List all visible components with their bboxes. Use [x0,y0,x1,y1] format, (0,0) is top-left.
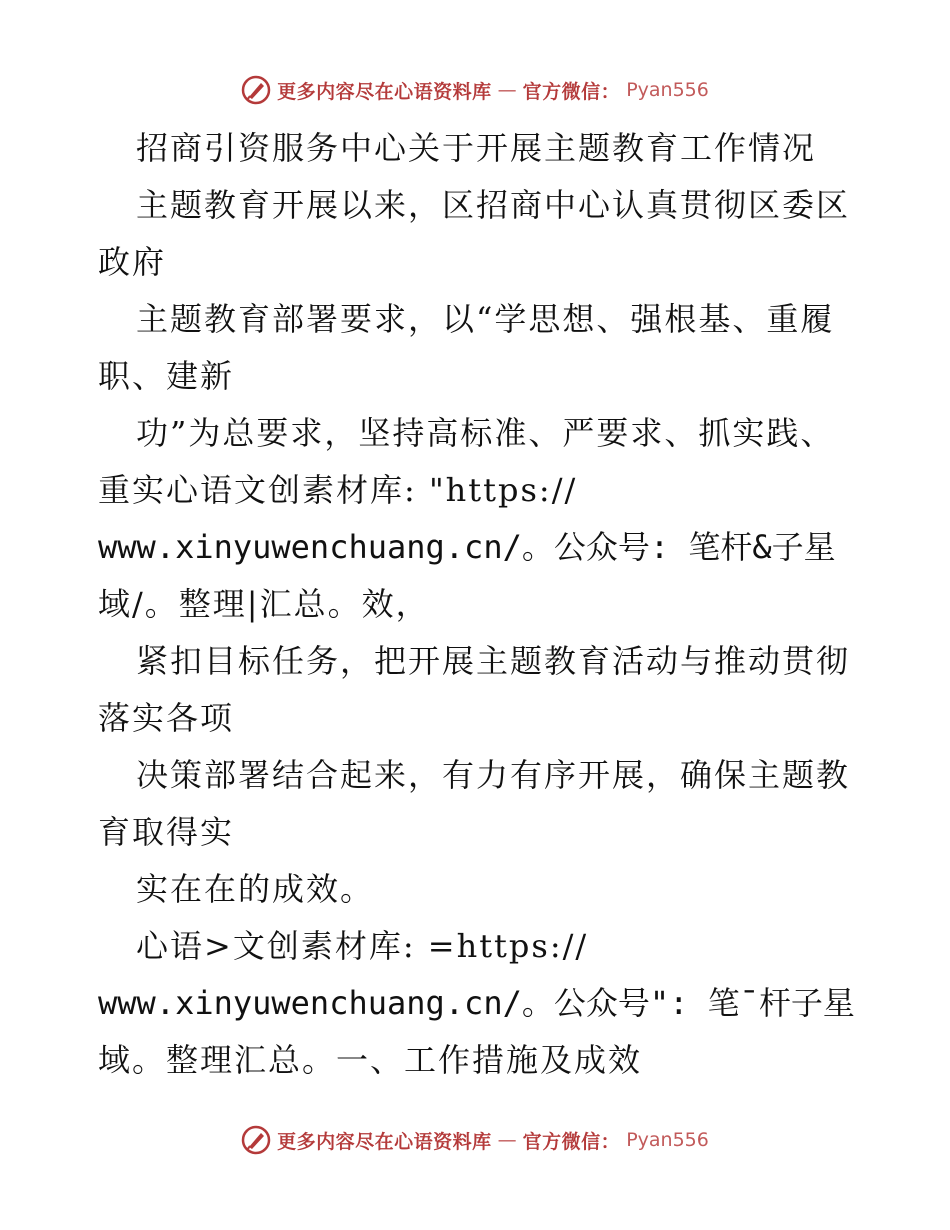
banner-main-text: 更多内容尽在心语资料库 [277,1130,492,1153]
quill-logo-icon [241,1125,271,1155]
paragraph-line: 主题教育开展以来，区招商中心认真贯彻区委区 [136,186,851,224]
paragraph-line: 心语>文创素材库: =https:// [136,927,589,965]
banner-wechat-label: 官方微信： [522,1130,621,1153]
paragraph-line: 功”为总要求，坚持高标准、严要求、抓实践、 [136,414,835,452]
paragraph-line: 紧扣目标任务，把开展主题教育活动与推动贯彻 [136,642,851,680]
banner-dash: — [497,79,517,101]
paragraph-line: www.xinyuwenchuang.cn/。公众号: 笔杆&子星 [98,528,836,566]
paragraph-line: 决策部署结合起来，有力有序开展，确保主题教 [136,756,851,794]
document-body [98,120,858,1089]
paragraph-line: 域/。整理|汇总。效， [98,585,430,623]
banner-wechat-label: 官方微信： [522,80,621,103]
paragraph-line: 实在在的成效。 [136,870,375,908]
paragraph-line: 落实各项 [98,699,235,737]
paragraph-line: 主题教育部署要求，以“学思想、强根基、重履 [136,300,835,338]
paragraph-line: 政府 [98,243,167,281]
banner-wechat-id: Pyan556 [626,79,709,101]
footer-banner [0,1122,950,1158]
banner-main-text: 更多内容尽在心语资料库 [277,80,492,103]
section-heading: 域。整理汇总。一、工作措施及成效 [98,1041,643,1079]
paragraph-line: 育取得实 [98,813,235,851]
banner-wechat-id: Pyan556 [626,1129,709,1151]
document-title: 招商引资服务中心关于开展主题教育工作情况 [136,129,817,167]
quill-logo-icon [241,75,271,105]
header-banner [0,72,950,108]
paragraph-line: 重实心语文创素材库: "https:// [98,471,578,509]
banner-dash: — [497,1129,517,1151]
paragraph-line: 职、建新 [98,357,235,395]
paragraph-line: www.xinyuwenchuang.cn/。公众号": 笔¯杆子星 [98,984,855,1022]
